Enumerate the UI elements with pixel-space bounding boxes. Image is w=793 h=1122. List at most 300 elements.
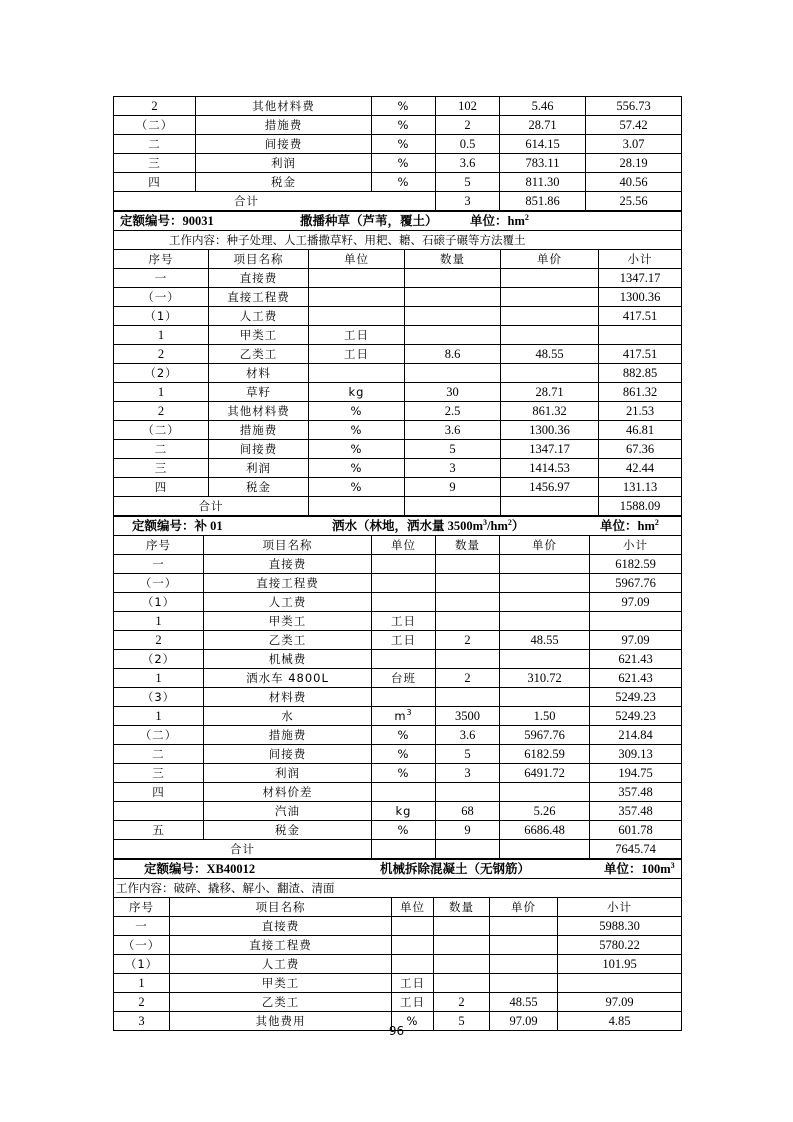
quantity: 9 [405, 478, 501, 497]
unit [392, 917, 434, 936]
quantity: 3 [405, 459, 501, 478]
unit: % [372, 116, 436, 135]
subtotal: 21.53 [599, 402, 682, 421]
table-row [114, 555, 682, 574]
subtotal: 417.51 [599, 345, 682, 364]
quantity [434, 936, 490, 955]
unit: % [372, 97, 436, 116]
item-name: 利润 [209, 459, 309, 478]
subtotal: 3.07 [586, 135, 682, 154]
row-index: 2 [114, 402, 209, 421]
subtotal: 4.85 [558, 1012, 682, 1031]
unit-price: 6182.59 [500, 745, 590, 764]
quantity: 8.6 [405, 345, 501, 364]
unit: 工日 [372, 612, 436, 631]
item-name: 甲类工 [204, 612, 372, 631]
quantity [405, 326, 501, 345]
quantity [434, 917, 490, 936]
item-name: 税金 [204, 821, 372, 840]
unit: % [309, 440, 405, 459]
item-name: 税金 [209, 478, 309, 497]
table-row [114, 326, 682, 345]
unit: % [372, 135, 436, 154]
subtotal: 861.32 [599, 383, 682, 402]
unit-price: 5967.76 [500, 726, 590, 745]
quantity [405, 364, 501, 383]
item-name: 利润 [204, 764, 372, 783]
unit: % [309, 421, 405, 440]
table-row [114, 688, 682, 707]
subtotal: 1300.36 [599, 288, 682, 307]
quota-code: 定额编号：XB40012 [144, 862, 256, 876]
subtotal [599, 326, 682, 345]
unit-price [500, 555, 590, 574]
quantity: 2 [436, 116, 500, 135]
column-header: 序号 [114, 536, 204, 555]
section-90031-header [114, 212, 682, 231]
column-header: 数量 [436, 536, 500, 555]
table-row [114, 440, 682, 459]
row-index: 三 [114, 459, 209, 478]
unit-price: 1300.36 [501, 421, 599, 440]
row-index: 三 [114, 154, 196, 173]
column-header: 项目名称 [170, 898, 392, 917]
subtotal: 101.95 [558, 955, 682, 974]
unit-price: 861.32 [501, 402, 599, 421]
unit-price [500, 650, 590, 669]
unit-price: 1414.53 [501, 459, 599, 478]
section-bu01-table [113, 516, 682, 859]
unit-price: 783.11 [500, 154, 586, 173]
item-name: 其他费用 [170, 1012, 392, 1031]
quantity: 3.6 [436, 726, 500, 745]
table-row [114, 936, 682, 955]
item-name: 直接工程费 [170, 936, 392, 955]
item-name: 直接工程费 [209, 288, 309, 307]
row-index [114, 802, 204, 821]
total-value: 1588.09 [599, 497, 682, 516]
subtotal [558, 974, 682, 993]
unit: % [309, 459, 405, 478]
row-index: 一 [114, 269, 209, 288]
quota-unit: 单位：$100m^3$ [604, 860, 675, 876]
item-name: 其他材料费 [196, 97, 372, 116]
quantity: 2 [436, 669, 500, 688]
table-row [114, 154, 682, 173]
column-header: 项目名称 [209, 250, 309, 269]
subtotal: 6182.59 [590, 555, 682, 574]
row-index: 二 [114, 745, 204, 764]
unit: % [372, 764, 436, 783]
row-index: 1 [114, 669, 204, 688]
unit-price [500, 688, 590, 707]
subtotal: 882.85 [599, 364, 682, 383]
quantity: 5 [434, 1012, 490, 1031]
row-index: 1 [114, 326, 209, 345]
unit [372, 688, 436, 707]
column-header: 小计 [599, 250, 682, 269]
top-table [113, 96, 682, 211]
subtotal: 214.84 [590, 726, 682, 745]
unit-price: 48.55 [500, 631, 590, 650]
table-row [114, 974, 682, 993]
row-index: （1） [114, 593, 204, 612]
row-index: 2 [114, 993, 170, 1012]
unit: % [392, 1012, 434, 1031]
item-name: 利润 [196, 154, 372, 173]
item-name: 税金 [196, 173, 372, 192]
unit-price: 5.46 [500, 97, 586, 116]
unit: % [309, 478, 405, 497]
subtotal: 42.44 [599, 459, 682, 478]
unit: % [372, 821, 436, 840]
row-index: 1 [114, 383, 209, 402]
unit-price: 97.09 [490, 1012, 558, 1031]
unit: 工日 [309, 326, 405, 345]
quantity: 30 [405, 383, 501, 402]
unit-price [490, 974, 558, 993]
unit-price [490, 917, 558, 936]
table-row [114, 459, 682, 478]
quantity: 2 [434, 993, 490, 1012]
table-row [114, 288, 682, 307]
unit-price [501, 326, 599, 345]
item-name: 措施费 [204, 726, 372, 745]
subtotal: 25.56 [586, 192, 682, 211]
item-name: 人工费 [204, 593, 372, 612]
table-row [114, 650, 682, 669]
unit [392, 936, 434, 955]
row-index: 一 [114, 555, 204, 574]
subtotal: 556.73 [586, 97, 682, 116]
row-index: 1 [114, 707, 204, 726]
unit: % [372, 154, 436, 173]
column-header: 小计 [590, 536, 682, 555]
unit-price: 48.55 [490, 993, 558, 1012]
subtotal: 28.19 [586, 154, 682, 173]
table-row [114, 821, 682, 840]
subtotal: 357.48 [590, 802, 682, 821]
subtotal: 1347.17 [599, 269, 682, 288]
table-row [114, 383, 682, 402]
table-row [114, 917, 682, 936]
unit-price: 5.26 [500, 802, 590, 821]
column-header: 项目名称 [204, 536, 372, 555]
unit: 工日 [392, 993, 434, 1012]
quota-unit: 单位：$hm^2$ [470, 212, 529, 228]
quantity [436, 593, 500, 612]
unit: 台班 [372, 669, 436, 688]
row-index: 五 [114, 821, 204, 840]
item-name: 其他材料费 [209, 402, 309, 421]
subtotal: 67.36 [599, 440, 682, 459]
item-name: 机械费 [204, 650, 372, 669]
subtotal: 5249.23 [590, 707, 682, 726]
unit: % [372, 745, 436, 764]
quota-name: 机械拆除混凝土（无钢筋） [380, 862, 531, 876]
table-row [114, 802, 682, 821]
unit [372, 574, 436, 593]
item-name: 措施费 [209, 421, 309, 440]
quantity: 2.5 [405, 402, 501, 421]
subtotal: 40.56 [586, 173, 682, 192]
table-row [114, 745, 682, 764]
total-value: 7645.74 [590, 840, 682, 859]
row-index: 1 [114, 612, 204, 631]
quantity: 0.5 [436, 135, 500, 154]
item-name: 汽油 [204, 802, 372, 821]
row-index: 三 [114, 764, 204, 783]
column-header: 序号 [114, 250, 209, 269]
row-index: 2 [114, 345, 209, 364]
item-name: 材料 [209, 364, 309, 383]
row-index: （一） [114, 288, 209, 307]
row-index: 二 [114, 135, 196, 154]
unit: 工日 [372, 631, 436, 650]
item-name: 措施费 [196, 116, 372, 135]
column-header: 小计 [558, 898, 682, 917]
table-header-row [114, 898, 682, 917]
subtotal: 57.42 [586, 116, 682, 135]
unit-price: 28.71 [501, 383, 599, 402]
item-name: 间接费 [196, 135, 372, 154]
subtotal: 46.81 [599, 421, 682, 440]
unit-price [501, 269, 599, 288]
item-name: 乙类工 [209, 345, 309, 364]
quantity [436, 688, 500, 707]
table-header-row [114, 536, 682, 555]
row-index: （一） [114, 574, 204, 593]
item-name: 间接费 [204, 745, 372, 764]
unit-price: 811.30 [500, 173, 586, 192]
unit: 工日 [309, 345, 405, 364]
row-index: 2 [114, 97, 196, 116]
table-row [114, 364, 682, 383]
table-header-row [114, 250, 682, 269]
table-row [114, 97, 682, 116]
unit [372, 555, 436, 574]
item-name: 材料费 [204, 688, 372, 707]
unit [372, 783, 436, 802]
column-header: 单位 [392, 898, 434, 917]
subtotal: 621.43 [590, 669, 682, 688]
quantity [405, 307, 501, 326]
unit-price: 28.71 [500, 116, 586, 135]
row-index: （1） [114, 955, 170, 974]
row-index: 一 [114, 917, 170, 936]
column-header: 单位 [372, 536, 436, 555]
item-name: 草籽 [209, 383, 309, 402]
unit-price [500, 593, 590, 612]
quota-name: 撒播种草（芦苇，覆土） [300, 214, 438, 228]
column-header: 单位 [309, 250, 405, 269]
unit-price [500, 612, 590, 631]
row-index: （二） [114, 421, 209, 440]
total-label: 合计 [114, 840, 372, 859]
unit: % [372, 173, 436, 192]
unit [309, 269, 405, 288]
unit [372, 650, 436, 669]
item-name: 直接费 [204, 555, 372, 574]
table-row [114, 726, 682, 745]
row-index: 四 [114, 478, 209, 497]
table-row [114, 135, 682, 154]
total-row [114, 192, 682, 211]
column-header: 序号 [114, 898, 170, 917]
total-label: 合计 [114, 192, 436, 211]
section-90031-table [113, 211, 682, 516]
quantity: 3.6 [436, 154, 500, 173]
row-index: （2） [114, 650, 204, 669]
item-name: 人工费 [209, 307, 309, 326]
quota-name: 洒水（林地，洒水量 $3500m^3/hm^2$） [332, 517, 525, 533]
quantity [436, 555, 500, 574]
table-row [114, 593, 682, 612]
table-row [114, 783, 682, 802]
section-xb40012-table [113, 859, 682, 1031]
subtotal: 194.75 [590, 764, 682, 783]
quantity: 5 [436, 173, 500, 192]
quantity [405, 269, 501, 288]
quantity: 3500 [436, 707, 500, 726]
table-row [114, 993, 682, 1012]
item-name: 人工费 [170, 955, 392, 974]
table-row [114, 173, 682, 192]
item-name: 甲类工 [170, 974, 392, 993]
total-label: 合计 [114, 497, 309, 516]
table-row [114, 116, 682, 135]
unit-price: 851.86 [500, 192, 586, 211]
unit: kg [372, 802, 436, 821]
row-index: 1 [114, 974, 170, 993]
quantity [405, 288, 501, 307]
unit-price [501, 288, 599, 307]
unit-price: 6686.48 [500, 821, 590, 840]
unit [372, 593, 436, 612]
quantity: 3 [436, 764, 500, 783]
unit-price: 1.50 [500, 707, 590, 726]
item-name: 直接费 [209, 269, 309, 288]
work-content: 工作内容：种子处理、人工播撒草籽、用耙、耱、石磙子碾等方法覆土 [114, 231, 682, 250]
column-header: 单价 [490, 898, 558, 917]
unit [392, 955, 434, 974]
table-row [114, 269, 682, 288]
quantity: 3.6 [405, 421, 501, 440]
quantity: 9 [436, 821, 500, 840]
table-row [114, 345, 682, 364]
quantity [434, 955, 490, 974]
unit-price: 6491.72 [500, 764, 590, 783]
row-index: （3） [114, 688, 204, 707]
quota-document [113, 96, 681, 1031]
table-row [114, 955, 682, 974]
item-name: 甲类工 [209, 326, 309, 345]
quantity [436, 783, 500, 802]
quantity [434, 974, 490, 993]
unit [309, 364, 405, 383]
unit-price: 1347.17 [501, 440, 599, 459]
unit: 工日 [392, 974, 434, 993]
unit-price [501, 364, 599, 383]
row-index: （2） [114, 364, 209, 383]
section-xb40012-header [114, 860, 682, 879]
unit: kg [309, 383, 405, 402]
table-row [114, 707, 682, 726]
table-row [114, 612, 682, 631]
unit-price [500, 574, 590, 593]
unit-price: 48.55 [501, 345, 599, 364]
subtotal: 5967.76 [590, 574, 682, 593]
quota-unit: 单位：$hm^2$ [600, 517, 659, 533]
row-index: 四 [114, 783, 204, 802]
row-index: （1） [114, 307, 209, 326]
quantity [436, 574, 500, 593]
row-index: 3 [114, 1012, 170, 1031]
row-index: （二） [114, 726, 204, 745]
quantity: 68 [436, 802, 500, 821]
subtotal: 601.78 [590, 821, 682, 840]
subtotal: 357.48 [590, 783, 682, 802]
table-row [114, 631, 682, 650]
subtotal: 97.09 [558, 993, 682, 1012]
unit [309, 288, 405, 307]
subtotal: 5249.23 [590, 688, 682, 707]
item-name: 直接工程费 [204, 574, 372, 593]
quantity [436, 650, 500, 669]
quota-code: 定额编号：90031 [120, 214, 214, 228]
quota-code: 定额编号：补 01 [132, 519, 223, 533]
table-row [114, 421, 682, 440]
unit-price [490, 955, 558, 974]
subtotal: 309.13 [590, 745, 682, 764]
table-row [114, 402, 682, 421]
item-name: 材料价差 [204, 783, 372, 802]
row-index: 四 [114, 173, 196, 192]
item-name: 直接费 [170, 917, 392, 936]
row-index: 二 [114, 440, 209, 459]
quantity: 2 [436, 631, 500, 650]
unit: % [309, 402, 405, 421]
subtotal: 417.51 [599, 307, 682, 326]
subtotal [590, 612, 682, 631]
subtotal: 5988.30 [558, 917, 682, 936]
item-name: 水 [204, 707, 372, 726]
table-row [114, 764, 682, 783]
unit: $m^3$ [372, 707, 436, 726]
row-index: （二） [114, 116, 196, 135]
unit-price: 310.72 [500, 669, 590, 688]
unit: % [372, 726, 436, 745]
item-name: 乙类工 [204, 631, 372, 650]
subtotal: 97.09 [590, 631, 682, 650]
row-index: （一） [114, 936, 170, 955]
quantity: 3 [436, 192, 500, 211]
work-content: 工作内容：破碎、撬移、解小、翻渣、清面 [114, 879, 682, 898]
column-header: 数量 [434, 898, 490, 917]
unit-price [501, 307, 599, 326]
column-header: 单价 [500, 536, 590, 555]
unit-price [490, 936, 558, 955]
unit-price: 614.15 [500, 135, 586, 154]
subtotal: 97.09 [590, 593, 682, 612]
subtotal: 621.43 [590, 650, 682, 669]
unit [309, 307, 405, 326]
table-row [114, 574, 682, 593]
subtotal: 5780.22 [558, 936, 682, 955]
item-name: 间接费 [209, 440, 309, 459]
unit-price: 1456.97 [501, 478, 599, 497]
column-header: 单价 [501, 250, 599, 269]
